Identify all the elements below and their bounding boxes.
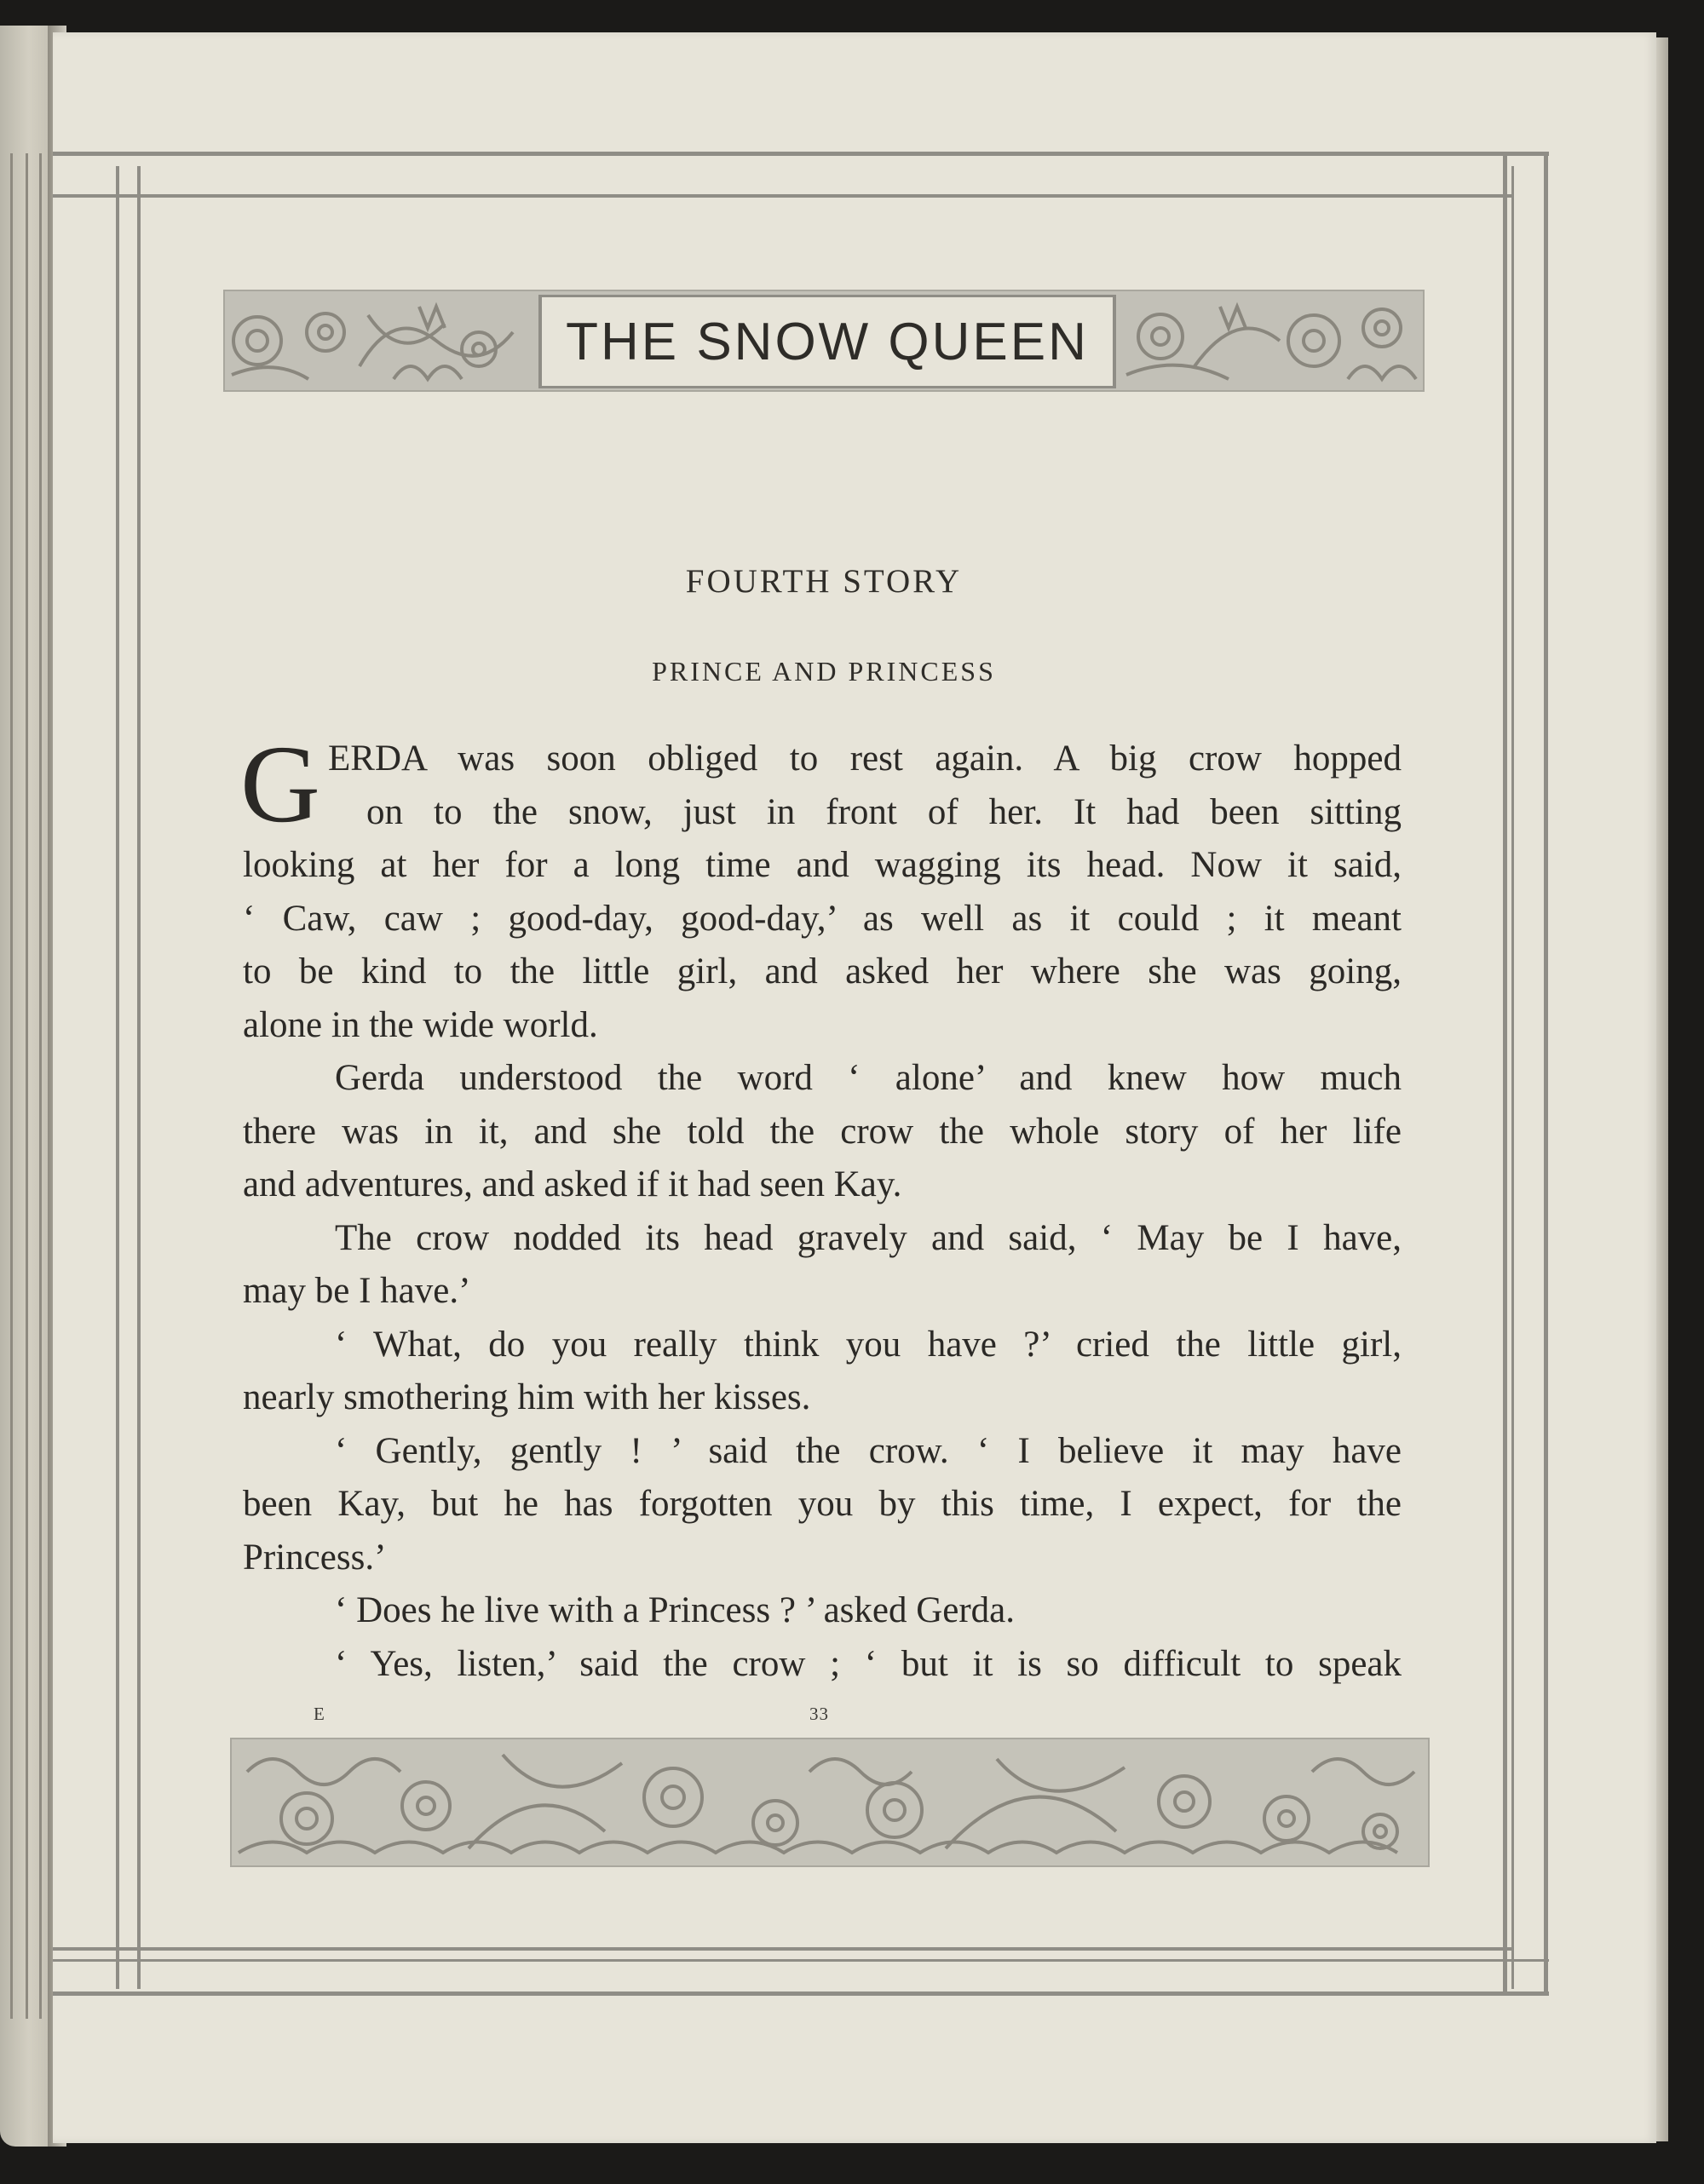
text-line: on to the snow, just in front of her. It had been sitting (366, 791, 1402, 832)
text-line: alone in the wide world. (243, 1004, 598, 1045)
signature-mark: E (314, 1704, 325, 1724)
text-line: looking at her for a long time and wagging its head. Now it said, (243, 845, 1402, 885)
text-line: to be kind to the little girl, and asked her where she was going, (243, 951, 1402, 991)
text-line: ‘ Caw, caw ; good-day, good-day,’ as well as it could ; it meant (243, 898, 1402, 939)
text-line: ‘ Gently, gently ! ’ said the crow. ‘ I believe it may have (335, 1430, 1402, 1471)
text-line: Princess.’ (243, 1537, 387, 1578)
text-line: ‘ What, do you really think you have ?’ cried the little girl, (335, 1324, 1402, 1365)
text-line: nearly smothering him with her kisses. (243, 1377, 811, 1417)
page-number: 33 (809, 1704, 829, 1724)
running-head-box (538, 295, 1116, 388)
text-line: Gerda understood the word ‘ alone’ and knew how much (335, 1058, 1402, 1098)
text-line: and adventures, and asked if it had seen Kay. (243, 1164, 902, 1204)
header-ornament-band (223, 290, 1425, 392)
text-line: ‘ Yes, listen,’ said the crow ; ‘ but it is so difficult to speak (335, 1643, 1402, 1684)
drop-cap: G (240, 723, 320, 846)
floral-scroll-ornament (223, 290, 538, 392)
left-page-edge (0, 26, 53, 2147)
text-line: ERDA was soon obliged to rest again. A big crow hopped (328, 739, 1402, 779)
text-line: may be I have.’ (243, 1271, 471, 1311)
text-line: been Kay, but he has forgotten you by this time, I expect, for the (243, 1484, 1402, 1524)
chapter-title: PRINCE AND PRINCESS (652, 656, 996, 687)
floral-scroll-ornament (1109, 290, 1425, 392)
running-head: THE SNOW QUEEN (566, 312, 1089, 371)
story-label: FOURTH STORY (685, 563, 963, 600)
text-line: ‘ Does he live with a Princess ? ’ asked Gerda. (335, 1590, 1016, 1630)
text-line: The crow nodded its head gravely and said, ‘ May be I have, (335, 1217, 1402, 1258)
footer-ornament-band (230, 1738, 1430, 1867)
floral-scroll-ornament (230, 1738, 1430, 1867)
body-text (240, 723, 1402, 1691)
text-line: there was in it, and she told the crow the whole story of her life (243, 1111, 1402, 1152)
